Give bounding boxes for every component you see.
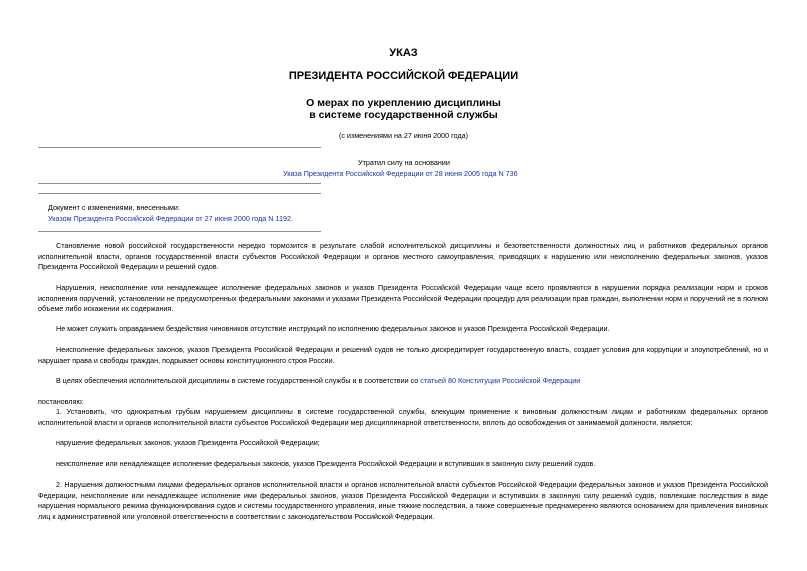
document-type: УКАЗ (389, 47, 418, 59)
paragraph-1: Становление новой российской государственности нередко тормозится в результате слабой исполнительской дисциплины и безответственности должностных лиц и работников федеральных органов исполнительной власти, органов государственной власти субъектов Российской Федерации и органов местного самоуправления, приводящих к нарушению или неисполнению федеральных законов, указов Президента Российской Федерации и решений судов. (38, 241, 768, 271)
paragraph-10: 2. Нарушения должностными лицами федеральных органов исполнительной власти и органов исполнительной власти субъектов Российской Федерации федеральных законов и указов Президента Российской Федерации, неисполнение или ненадлежащее исполнение ими федеральных законов, указов Президента Российской Федерации и вступивших в законную силу решений судов, повлекшие последствия в виде нарушения нормального режима функционирования судов и системы государственного управления, иные тяжкие последствия, а также совершенные преднамеренно являются основанием для привлечения виновных лиц к административной или уголовной ответственности в соответствии с законодательством Российской Федерации. (38, 480, 768, 521)
amendments-link[interactable]: Указом Президента Российской Федерации от 27 июня 2000 года N 1192. (48, 214, 293, 223)
paragraph-3: Не может служить оправданием бездействия чиновников отсутствие инструкций по исполнению федеральных законов и указов Президента Российской Федерации. (56, 324, 610, 333)
paragraph-5 (38, 376, 768, 387)
constitution-link[interactable]: статьей 80 Конституции Российской Федерации (420, 376, 581, 385)
divider (38, 193, 321, 194)
paragraph-9: неисполнение или ненадлежащее исполнение федеральных законов, указов Президента Российской Федерации и вступивших в законную силу решений судов. (56, 459, 596, 468)
amendments-label: Документ с изменениями, внесенными: (48, 203, 180, 212)
document-heading-line1: О мерах по укреплению дисциплины (306, 97, 501, 109)
lost-force-label: Утратил силу на основании (358, 158, 450, 167)
paragraph-7: 1. Установить, что однократным грубым нарушением дисциплины в системе государственной службы, влекущим применение к виновным должностным лицам и работникам федеральных органов исполнительной власти и органов исполнительной власти субъектов Российской Федерации мер дисциплинарной ответственности, вплоть до освобождения от занимаемой должности, является: (38, 407, 768, 427)
divider (38, 183, 321, 184)
paragraph-4: Неисполнение федеральных законов, указов Президента Российской Федерации и решений судов не только дискредитирует государственную власть, создает условия для коррупции и злоупотреблений, но и нарушает права и свободы граждан, подрывает основы конституционного строя России. (38, 345, 768, 365)
divider (38, 231, 321, 232)
divider (38, 147, 321, 148)
paragraph-8: нарушение федеральных законов, указов Президента Российской Федерации; (56, 438, 320, 447)
paragraph-2: Нарушения, неисполнение или ненадлежащее исполнение федеральных законов и указов Президента Российской Федерации чаще всего проявляются в нарушении порядка реализации норм и сроков исполнения поручений, установлении не предусмотренных федеральными законами и указами Президента Российской Федерации процедур для реализации прав граждан, выполнении норм и поручений не в полном объеме либо искажении их содержания. (38, 283, 768, 313)
paragraph-5-text: В целях обеспечения исполнительской дисциплины в системе государственной службы и в соответствии со (56, 376, 421, 385)
issuer-title: ПРЕЗИДЕНТА РОССИЙСКОЙ ФЕДЕРАЦИИ (288, 70, 519, 82)
lost-force-link[interactable]: Указа Президента Российской Федерации от 28 июня 2005 года N 736 (283, 169, 518, 178)
document-heading-line2: в системе государственной службы (309, 109, 498, 121)
amendments-note: (с изменениями на 27 июня 2000 года) (338, 131, 469, 140)
paragraph-6: постановляю: (38, 397, 84, 406)
